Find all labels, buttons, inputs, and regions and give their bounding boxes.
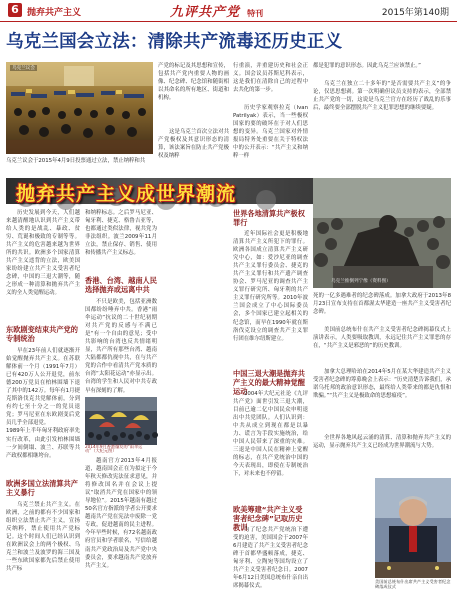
subhead-three-quits: 中国三退大潮是抛弃共产主义的最大精神觉醒运动 bbox=[233, 369, 305, 396]
asia-text: 不只是欧美，包括亚洲数国都纷纷唾弃中共。香港“雨伞运动”抗议的二十世纪初期对共产党的反感与不满已是“有一个自由的意见；受中共影响的台湾也反共情绪明显，共产所有那些台湾、越南大陆都都仇视中共，在与共产党的合作中看清共产党本质的台湾“太阳花运动”亦显示出。台湾的学生和人民对中共专政早有深刻的了解。 bbox=[85, 299, 157, 394]
parliament-photo bbox=[6, 62, 153, 154]
umbrella-movement-photo bbox=[85, 397, 157, 453]
lead-col4: 都是犯罪的意识形态。因此乌克兰应该禁止。” bbox=[313, 63, 421, 69]
page-number: 6 bbox=[11, 3, 19, 16]
subhead-eastern-europe: 东欧剧变结束共产党的专制统治 bbox=[6, 325, 78, 343]
victims-memorial-text: 为了纪念共产党统治下遭受的迫害，美国国会于2007年6月建造了共产主义受害者纪念碑于首都华盛顿落成，捷克、匈牙利、立陶宛等国均设立了共产主义受害者纪念日。2007年6月12日美国总统布什亲自出席揭幕仪式。 bbox=[233, 527, 308, 590]
issue-number: 2015年第140期 bbox=[381, 8, 449, 18]
eu-legislation-text: 乌克兰禁止共产主义。在欧洲，之前的都有不少国家和组织立法禁止共产主义，宣扬反纳粹，禁止使用共产党标记。这个时间人们已经认识到在欧洲议会上的两个极权、乌克兰和波兰及波罗的海三国及一些东欧国家都先后禁止使用共产标 bbox=[6, 502, 80, 573]
subhead-world-reckoning: 世界各地清算共产极权罪行 bbox=[233, 209, 305, 227]
world-reckoning-text: 近年国际社会更是积极地清算共产主义所犯下的罪行。欧洲各国成立清算共产主义研究中心，如：爱沙尼亚的调查共产主义罪行委员会、捷克的共产主义罪行和共产遗产调查协会、罗马尼亚的调查共产主义罪行研究所、匈牙利的共产主义罪行研究所等。2010年波兰国会成立了中心国际委员会，多个国家已建立起相关的纪念馆，而早在1990年就在斯洛伐克设立的调查共产主义罪行团在维尔纽斯建立。 bbox=[233, 231, 308, 342]
col4-paragraph-d: 全世界各地风起云涌的清算、清算和抛弃共产主义的运动，显示抛弃共产主义已经成为世界潮流与大势。 bbox=[313, 435, 451, 450]
brand-suffix: 特刊 bbox=[247, 9, 264, 18]
lead-col2: 产党的标记及其思想和宣传，包括共产党内重要人物的画像、纪念碑、纪念馆和随街相以其命名的所有地区、街道和机构。 bbox=[158, 63, 229, 102]
lead-col4b: 乌克兰在独立二十多年的“是否需要共产主义”的争论，仅思思想剥。第一次明确但议员支持的表示，全部禁止共产党的一切，这说是乌克兰官方在经历了战乱的乐事后，最终要全部摆脱共产主义犯罪思想的继续要疑。 bbox=[313, 81, 451, 112]
lenin-photo-caption: 乌克兰推倒列宁像（资料图） bbox=[331, 279, 391, 284]
eastern-europe-text: 早在23年前人们就逐渐开始觉醒抛弃共产主义。在苏联解体前一个月（1991年7月）已有420万人公开退党，前东德200万党员在柏林围墙下退了其中的142万。每年有1月捷克斯洛伐克共党解体前，分到有约七至十分之一的党员退党；罗马尼亚在东欧剧变后党员几乎全部退党。 1989年上半年匈牙利政府率先实行改革，由此引发柏林围墙一夕间倒塌、波兰、苏联等共产政权都相继垮台。 bbox=[6, 348, 80, 459]
lead-col1: 乌克兰议会于2015年4月9日投票通过立法，禁止纳粹和共 bbox=[6, 158, 146, 164]
lead-col2b: 这是乌克兰首次立法对共产党极权及其意识形态的清算，该法案旨在防止共产党极权及纳粹 bbox=[158, 129, 229, 160]
bush-memorial-photo bbox=[375, 478, 451, 595]
three-quits-text: 2004年大纪元社论《九评共产党》面世引发三退大潮，目前已逾二亿中国民众申明退出中共党团队。人们认识到：中共从成立到现在都是以暴力、谎言为手段实施统治，给中国人民带来了深重的灾难。三退是中国人民在精神上觉醒的标志，在共产党统治中国的今天表现出，即使在专制统治下，对未来也不停留。 bbox=[233, 391, 308, 478]
col4-paragraph-a: 死的一亿多遇难者的纪念碑落成。加拿大政府于2013年8月23日宣布支持在首都渥太华建造一座共产主义受害者纪念碑。 bbox=[313, 293, 451, 316]
intro-paragraph: 历史发展到今天，人们越来越清醒地认识到共产主义带给人类的是战乱、暴政、贫穷、荒诞和极致的专制等等。共产主义的危害越来越为世界所的共识。欧洲多个国家清算共产主义违背的立法，欧美国家纷纷建立共产主义受害者纪念碑，中国的三退大潮等，随之形成一种清算和抛弃共产主义的全人类觉醒运动。 bbox=[6, 210, 80, 297]
banner bbox=[6, 178, 318, 204]
lenin-statue-photo bbox=[313, 178, 451, 288]
col2-paragraph-a: 和纳粹标志。之后罗马尼亚、匈牙利、捷克、格鲁吉亚等，也都通过类似法律，视共党为非法组织。波兰2009年11月立法，禁止保存、销售、使用和传播共产主义标志。 bbox=[85, 210, 157, 257]
col2-paragraph-b: 越南官方2013年4月报道，越南国会正在为拟定于今年秋天修改宪法征求意见，并将修改国名并在会议上提议“取消共产党在国家中的领导地位”。2015年越南有越过50名官方指派的学者公开要求越南共产党在宪法中废除一党专政，促进越南的民主进程。今年早些时候，有72名越南政府官员和学者联名，写信给越南共产党政治局及共产党中央委员会，要求越南共产党放弃共产主义。 bbox=[85, 458, 157, 569]
headline: 乌克兰国会立法：清除共产流毒还历史正义 bbox=[6, 32, 343, 52]
page-number-badge bbox=[8, 3, 22, 17]
lead-col3: 行重演，并重建历史和社会正义。国会议员苏斯尼科表示，这是我们在清除自己的过程中去共化的第一步。 bbox=[233, 63, 308, 94]
banner-title: 抛弃共产主义成世界潮流 bbox=[16, 183, 237, 205]
brand-logo bbox=[170, 1, 263, 19]
subhead-asia: 香港、台湾、越南人民选择抛弃或远离中共 bbox=[85, 276, 157, 294]
bush-photo-caption: 美国前总统布什出席共产主义受害者纪念碑落成仪式 bbox=[375, 579, 451, 589]
subhead-victims-memorial: 欧美筹建“共产主义受害者纪念碑”记取历史教训 bbox=[233, 505, 303, 532]
header-bar bbox=[0, 0, 457, 22]
col4-paragraph-b: 美国前总统布什在共产主义受害者纪念碑揭幕仪式上演讲表示，人类要吸取教训，永远记住共产主义罪恶的存在，“共产主义是邪恶的”的历史教训。 bbox=[313, 327, 451, 350]
lead-col3b: 历史学家观察拉克（Ivan Patrilyak）表示，当一些极权国家的要的破坏在于对人们思想的变异。乌克兰国家对外情报局特务处重要在关于特权法中的公开表示：“共产主义和纳粹一样 bbox=[233, 105, 308, 160]
section-name: 抛弃共产主义 bbox=[27, 8, 82, 18]
umbrella-photo-caption: 2014年9月香港爆发的“雨伞运动”（大纪元图） bbox=[85, 444, 143, 454]
brand-name: 九评共产党 bbox=[170, 5, 241, 20]
photo-label: 乌克兰议会 bbox=[12, 66, 35, 71]
subhead-eu-legislation: 欧洲多国立法清算共产主义暴行 bbox=[6, 479, 78, 497]
col4-paragraph-c: 加拿大总理哈珀在2014年5月在某大华建造共产主义受害者纪念碑的筹募晚会上表示：“历史清楚告诉我们，承诺乌托邦的政治意识形态，最终给人类带来的都是仇恨和欺骗。”“共产主义是极致命的思想瘟疫”。 bbox=[313, 369, 451, 400]
